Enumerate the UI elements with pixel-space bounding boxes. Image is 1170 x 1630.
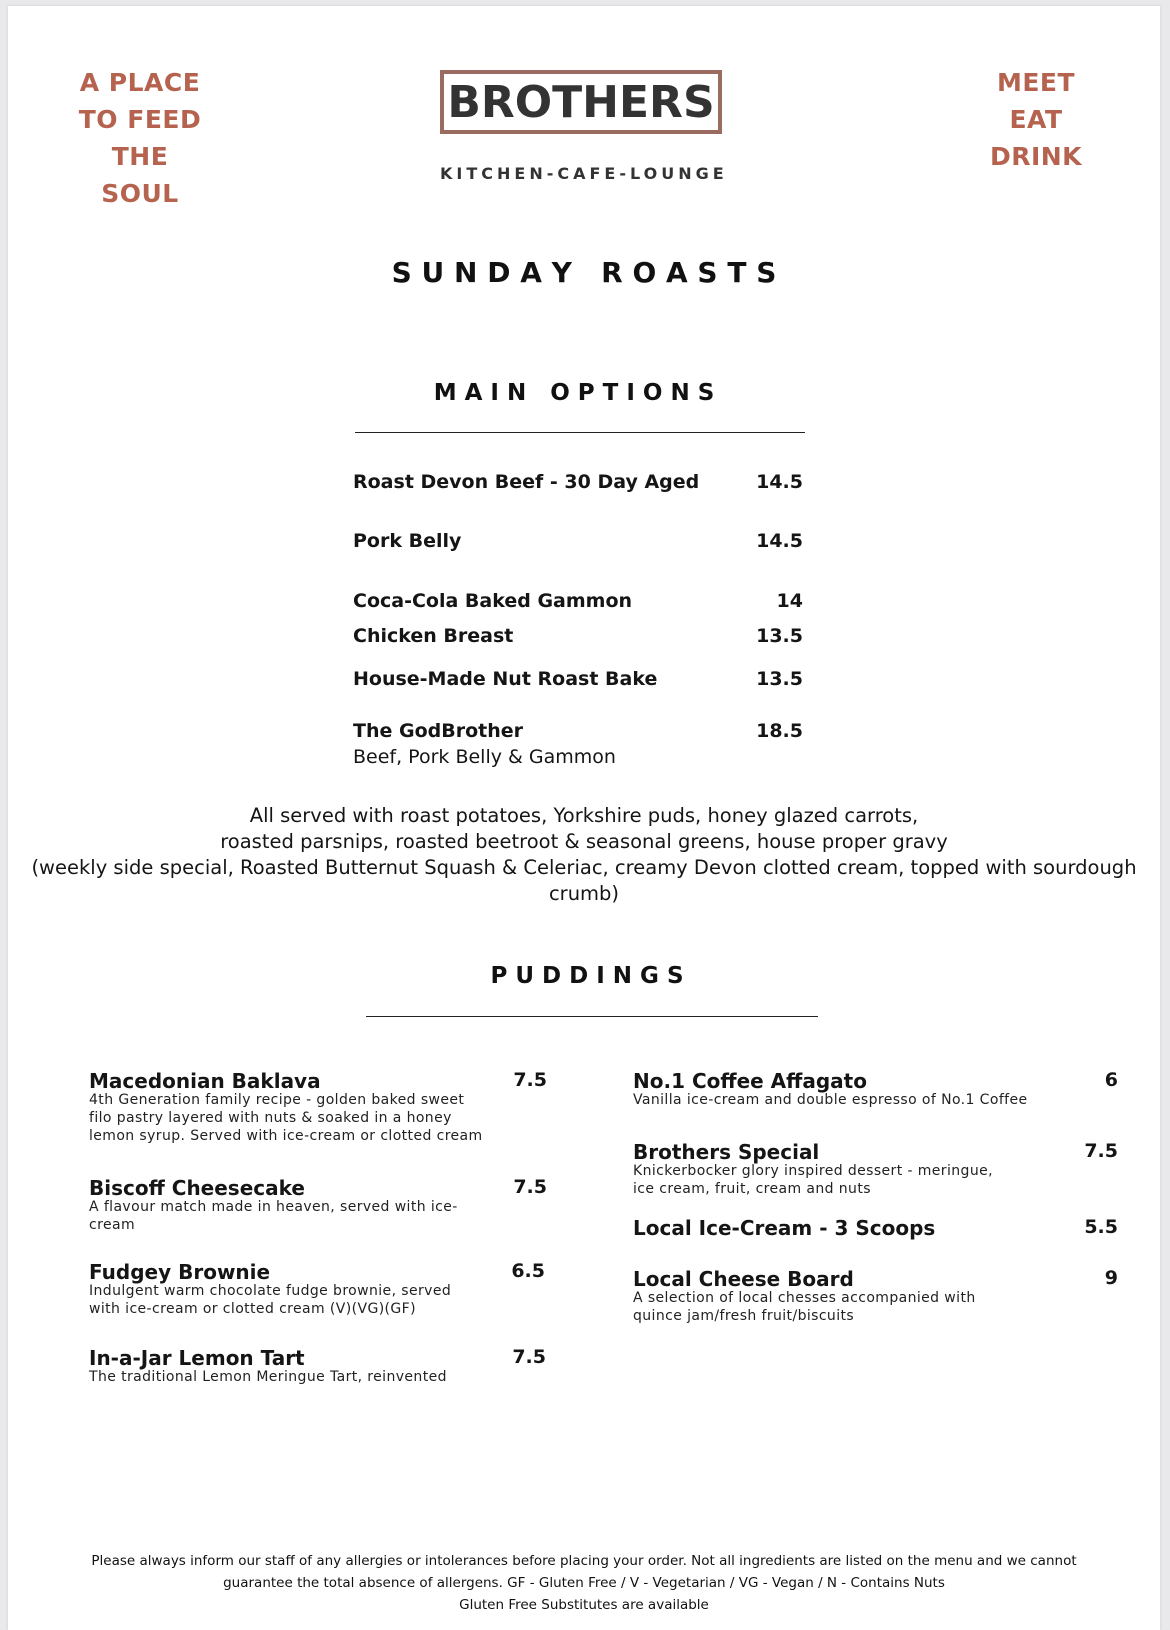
main-item-price: 13.5 [756, 668, 803, 690]
pudding-description [89, 1282, 451, 1318]
main-options-divider [355, 432, 805, 433]
pudding-price: 7.5 [513, 1176, 547, 1198]
sides-note-line: (weekly side special, Roasted Butternut Squash & Celeriac, creamy Devon clotted cream, topped with sourdough [31, 856, 1137, 879]
main-item-price: 14.5 [756, 471, 803, 493]
pudding-description [633, 1289, 976, 1325]
left-tagline-line: TO FEED [78, 105, 202, 134]
pudding-price: 6 [1104, 1069, 1118, 1091]
menu-page [8, 6, 1160, 1630]
main-item [353, 623, 803, 649]
main-item-price: 13.5 [756, 625, 803, 647]
main-item-name: Pork Belly [353, 530, 462, 552]
main-item [353, 718, 803, 770]
brand-logo [440, 70, 722, 134]
pudding-price: 9 [1104, 1267, 1118, 1289]
main-item [353, 528, 803, 554]
pudding-description-line: Knickerbocker glory inspired dessert - meringue, [633, 1163, 993, 1179]
pudding-description-line: The traditional Lemon Meringue Tart, reinvented [89, 1369, 447, 1385]
pudding-description-line: cream [89, 1217, 135, 1233]
pudding-price: 6.5 [511, 1260, 545, 1282]
main-options-heading: M A I N O P T I O N S [433, 380, 715, 406]
pudding-description [633, 1162, 993, 1198]
main-item-price: 18.5 [756, 720, 803, 742]
allergen-notice [8, 1550, 1160, 1616]
pudding-item [633, 1216, 1118, 1242]
pudding-item [89, 1260, 545, 1320]
brand-logo-text: BROTHERS [447, 76, 715, 128]
brand-subtitle: KITCHEN-CAFE-LOUNGE [440, 164, 728, 183]
main-item-price: 14.5 [756, 530, 803, 552]
pudding-description [89, 1368, 447, 1386]
main-item-name: Coca-Cola Baked Gammon [353, 590, 633, 612]
pudding-description-line: ice cream, fruit, cream and nuts [633, 1181, 871, 1197]
right-tagline-line: MEET [996, 68, 1076, 97]
main-item [353, 469, 803, 495]
sides-note-line: crumb) [548, 882, 620, 905]
puddings-heading: P U D D I N G S [490, 963, 684, 989]
pudding-description [633, 1091, 1028, 1109]
main-item [353, 588, 803, 614]
left-tagline-line: A PLACE [79, 68, 201, 97]
pudding-description-line: Indulgent warm chocolate fudge brownie, served [89, 1283, 452, 1299]
pudding-name: Local Cheese Board [633, 1267, 854, 1291]
pudding-item [89, 1069, 547, 1149]
main-item-price: 14 [776, 590, 803, 612]
pudding-price: 5.5 [1084, 1216, 1118, 1238]
pudding-name: In-a-Jar Lemon Tart [89, 1346, 305, 1370]
pudding-description-line: A selection of local chesses accompanied with [633, 1290, 976, 1306]
pudding-price: 7.5 [513, 1069, 547, 1091]
pudding-name: Macedonian Baklava [89, 1069, 321, 1093]
left-tagline-line: THE SOUL [101, 142, 179, 208]
puddings-divider [366, 1016, 818, 1017]
pudding-name: Fudgey Brownie [89, 1260, 271, 1284]
main-item-description: Beef, Pork Belly & Gammon [353, 746, 616, 768]
allergen-notice-line: Gluten Free Substitutes are available [459, 1597, 709, 1613]
pudding-description [89, 1091, 483, 1145]
main-item-name: The GodBrother [353, 720, 524, 742]
pudding-description [89, 1198, 458, 1234]
pudding-description-line: Vanilla ice-cream and double espresso of No.1 Coffee [633, 1092, 1028, 1108]
sides-note [8, 803, 1160, 907]
right-tagline-line: EAT [1009, 105, 1063, 134]
main-item-name: Roast Devon Beef - 30 Day Aged [353, 471, 700, 493]
right-tagline [976, 64, 1096, 175]
pudding-description-line: with ice-cream or clotted cream (V)(VG)(GF) [89, 1301, 416, 1317]
pudding-description-line: filo pastry layered with nuts & soaked in a honey [89, 1110, 452, 1126]
sides-note-line: roasted parsnips, roasted beetroot & seasonal greens, house proper gravy [220, 830, 948, 853]
pudding-name: Brothers Special [633, 1140, 820, 1164]
pudding-item [633, 1069, 1118, 1113]
pudding-price: 7.5 [512, 1346, 546, 1368]
pudding-price: 7.5 [1084, 1140, 1118, 1162]
sides-note-line: All served with roast potatoes, Yorkshire puds, honey glazed carrots, [249, 804, 919, 827]
allergen-notice-line: Please always inform our staff of any allergies or intolerances before placing your order. Not all ingredients are listed on the menu and we cannot [91, 1553, 1077, 1569]
pudding-name: Biscoff Cheesecake [89, 1176, 305, 1200]
main-item-name: Chicken Breast [353, 625, 514, 647]
right-tagline-line: DRINK [989, 142, 1083, 171]
pudding-description-line: quince jam/fresh fruit/biscuits [633, 1308, 855, 1324]
pudding-name: Local Ice-Cream - 3 Scoops [633, 1216, 936, 1240]
pudding-description-line: 4th Generation family recipe - golden baked sweet [89, 1092, 465, 1108]
pudding-item [89, 1346, 546, 1390]
page-title: S U N D A Y R O A S T S [391, 256, 777, 289]
pudding-description-line: lemon syrup. Served with ice-cream or clotted cream [89, 1128, 483, 1144]
main-item [353, 666, 803, 692]
pudding-name: No.1 Coffee Affagato [633, 1069, 867, 1093]
pudding-item [633, 1140, 1118, 1200]
pudding-item [89, 1176, 547, 1236]
main-item-name: House-Made Nut Roast Bake [353, 668, 658, 690]
pudding-item [633, 1267, 1118, 1327]
left-tagline [70, 64, 210, 212]
pudding-description-line: A flavour match made in heaven, served with ice- [89, 1199, 458, 1215]
allergen-notice-line: guarantee the total absence of allergens. GF - Gluten Free / V - Vegetarian / VG - Vegan / N - Contains Nuts [223, 1575, 945, 1591]
